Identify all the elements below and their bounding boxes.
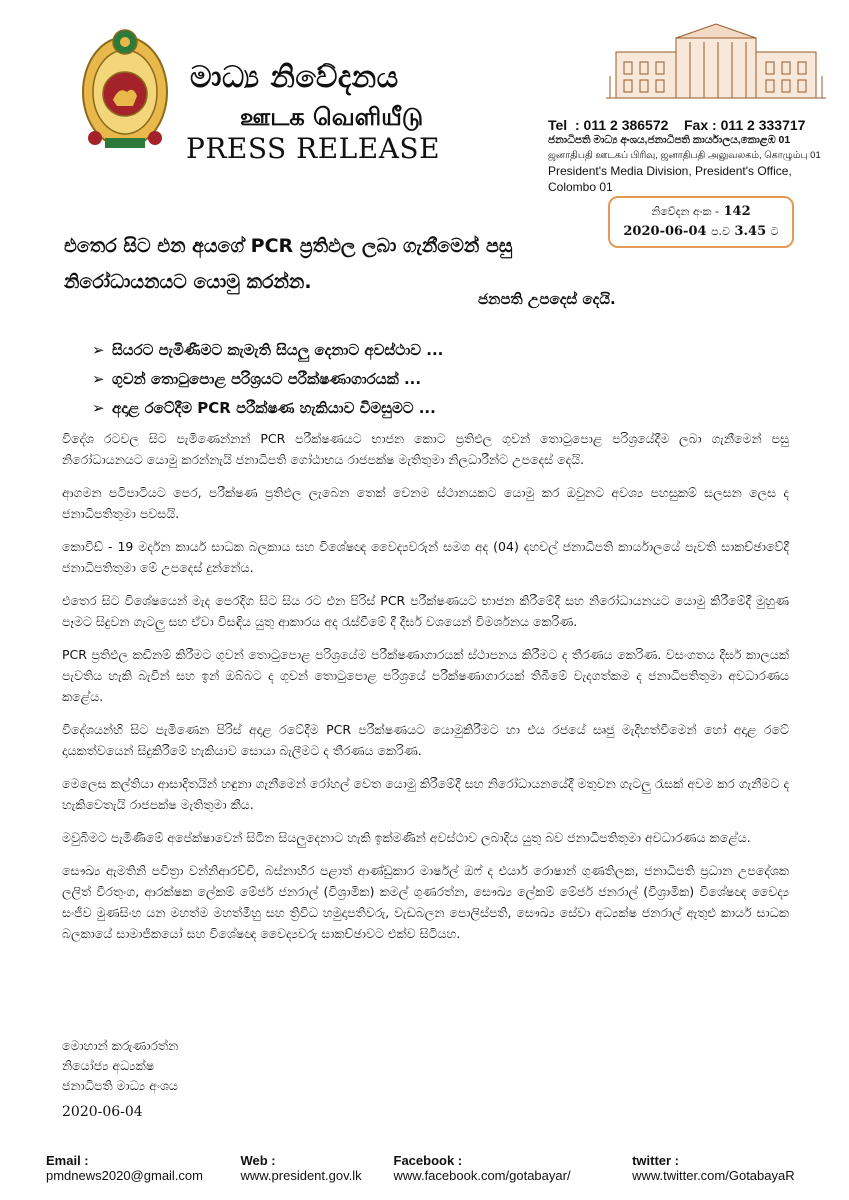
footer-contacts — [46, 1153, 836, 1183]
contact-block — [548, 117, 828, 195]
release-number-box: නිවේදන අංක - 142 2020-06-04 ප.ව 3.45 ට — [608, 196, 794, 248]
headline-line-2: නිරෝධායනයට යොමු කරන්න. — [64, 271, 312, 293]
sri-lanka-emblem — [75, 20, 175, 160]
title-english: PRESS RELEASE — [186, 132, 441, 165]
fax-number: 011 2 333717 — [720, 117, 806, 133]
website-link[interactable]: www.president.gov.lk — [240, 1168, 362, 1183]
subheadline: ජනපති උපදෙස් දෙයි. — [478, 290, 616, 308]
arrow-bullet-icon: ➢ — [92, 341, 105, 359]
paragraph: විදේශ රටවල සිට පැමිණෙන්නන් PCR පරීක්ෂණයට භාජන කොට ප්‍රතිඵල ගුවන් තොටුපොළ පරිශ්‍රයේදීම ලබා ගැනීමෙන් පසු නිරෝධායනයට යොමු කරන්නැයි ජනාධිපති ගෝඨාභය රාජපක්ෂ මැතිතුමා නිලධාරීන්ට උපදෙස් දෙයි. — [62, 431, 789, 467]
twitter-link[interactable]: www.twitter.com/GotabayaR — [632, 1168, 795, 1183]
list-item: ➢ අදාළ රටේදීම PCR පරීක්ෂණ හැකියාව විමසුමට ... — [92, 394, 612, 423]
facebook-link[interactable]: www.facebook.com/gotabayar/ — [393, 1168, 571, 1183]
address-tamil: ஜனாதிபதி ஊடகப் பிரிவு, ஜனாதிபதி அலுவலகம், கொழும்பு 01 — [548, 150, 821, 161]
arrow-bullet-icon: ➢ — [92, 399, 105, 417]
paragraph: විදේශයන්හි සිට පැමිණෙන පිරිස් අදාළ රටේදීම PCR පරීක්ෂණයට යොමුකිරීමට හා එය රජයේ සෘජු මැදිහත්වීමෙන් හෝ අදාළ රටේ දායකත්වයෙන් සිදුකිරීමේ හැකියාව සොයා බැලීමට ද තීරණය කෙරිණ. — [62, 722, 789, 758]
footer-facebook: Facebook : www.facebook.com/gotabayar/ — [393, 1153, 571, 1183]
address-english: President's Media Division, President's Office, Colombo 01 — [548, 164, 792, 194]
phone-fax-line: Tel : 011 2 386572 Fax : 011 2 333717 — [548, 117, 806, 133]
article-body — [62, 428, 789, 956]
title-tamil: ஊடக வெளியீடு — [240, 103, 424, 131]
paragraph: එතෙර සිට විශේෂයෙන් මැද පෙරදිග සිට සිය රට එන පිරිස් PCR පරීක්ෂණයට භාජන කිරීමේදී සහ නිරෝධායනයට යොමු කිරීමේදී මුහුණ පෑමට සිදුවන ගැටලු සහ ඒවා විසඳිය යුතු ආකාරය අද රැස්වීමේ දී දීර්ඝ වශයෙන් විමර්ශනය කෙරිණ. — [62, 593, 789, 629]
list-item: ➢ ගුවන් තොටුපොළ පරිශ්‍රයට පරීක්ෂණාගාරයක් ... — [92, 365, 612, 394]
highlights-list — [92, 336, 612, 423]
document-date: 2020-06-04 — [62, 1104, 143, 1120]
headline-line-1: එතෙර සිට එන අයගේ PCR ප්‍රතිඵල ලබා ගැනීමෙන් පසු — [64, 235, 513, 257]
release-number: 142 — [723, 204, 751, 219]
title-sinhala: මාධ්‍ය නිවේදනය — [190, 60, 399, 95]
signatory-office: ජනාධිපති මාධ්‍ය අංශය — [62, 1078, 178, 1093]
presidents-office-building-image — [606, 18, 826, 103]
signatory-title: නියෝජ්‍ය අධ්‍යක්ෂ — [62, 1058, 155, 1073]
list-item: ➢ සියරට පැමිණීමට කැමැති සියලු දෙනාට අවස්ථාව ... — [92, 336, 612, 365]
paragraph: ආගමන පටිපාටියට පෙර, පරීක්ෂණ ප්‍රතිඵල ලැබෙන තෙක් වෙනම ස්ථානයකට යොමු කර ඔවුනට අවශ්‍ය පහසුකම් සලසන ලෙස ද ජනාධිපතිතුමා පවසයි. — [62, 485, 789, 521]
release-date: 2020-06-04 — [623, 224, 707, 239]
paragraph: කොවිඩ් - 19 මර්දන කාර්ය සාධක බලකාය සහ විශේෂඥ වෛද්‍යවරුන් සමග අද (04) දහවල් ජනාධිපති කාර්යාලයේ පැවති සාකච්ඡාවේදී ජනාධිපතිතුමා මේ උපදෙස් දුන්නේය. — [62, 539, 789, 575]
signature-block — [62, 1036, 178, 1096]
footer-web: Web : www.president.gov.lk — [240, 1153, 362, 1183]
paragraph: සෞඛ්‍ය ඇමතිනි පවිත්‍රා වන්නිආරච්චි, බස්නාහිර පළාත් ආණ්ඩුකාර මාර්ෂල් ඔෆ් ද එයාර් රොෂාන් ගුණතිලක, ජනාධිපති ප්‍රධාන උපදේශක ලලිත් වීරතුංග, ආරක්ෂක ලේකම් මේජර් ජනරාල් (විශ්‍රාමික) කමල් ගුණරත්න, සෞඛ්‍ය ලේකම් මේජර් ජනරාල් (විශ්‍රාමික) විශේෂඥ වෛද්‍ය සංජීව මුණසිංහ යන මහත්ම මහත්මීහු සහ ත්‍රිවිධ හමුදාපතිවරු, වැඩබලන පොලිස්පති, සෞඛ්‍ය සේවා අධ්‍යක්ෂ ජනරාල් ඇතුළු කාර්ය සාධක බලකායේ සාමාජිකයෝ සහ විශේෂඥ වෛද්‍යවරු සාකච්ඡාවට එක්ව සිටියහ. — [62, 863, 789, 941]
release-time: 3.45 — [734, 224, 767, 239]
address-sinhala: ජනාධිපති මාධ්‍ය අංශය,ජනාධිපති කාර්යාලය,කොළඹ 01 — [548, 134, 791, 146]
paragraph: මෙලෙස කල්තියා ආසාදිතයින් හඳුනා ගැනීමෙන් රෝහල් වෙත යොමු කිරීමේදී සහ නිරෝධායනයේදී මතුවන ගැටලු රැසක් අවම කර ගැනීමට ද හැකිවෙතැයි රාජපක්ෂ මැතිතුමා කීය. — [62, 776, 789, 812]
email-link[interactable]: pmdnews2020@gmail.com — [46, 1168, 203, 1183]
footer-email: Email : pmdnews2020@gmail.com — [46, 1153, 203, 1183]
phone-number: 011 2 386572 — [583, 117, 669, 133]
footer-twitter: twitter : www.twitter.com/GotabayaR — [632, 1153, 795, 1183]
signatory-name: මොහාන් කරුණාරත්න — [62, 1038, 179, 1053]
paragraph: මවුබිමට පැමිණීමේ අපේක්ෂාවෙන් සිටින සියලුදෙනාට හැකි ඉක්මණින් අවස්ථාව ලබාදිය යුතු බව ජනාධිපතිතුමා අවධාරණය කළේය. — [62, 830, 751, 845]
paragraph: PCR ප්‍රතිඵල කඩිනම් කිරීමට ගුවන් තොටුපොළ පරිශ්‍රයේම පරීක්ෂණාගාරයක් ස්ථාපනය කිරීමට ද තීරණය කෙරිණ. වසංගතය දීර්ඝ කාලයක් පැවතිය හැකි බැවින් සහ ඉන් ඔබ්බට ද ගුවන් තොටුපොළ පරිශ්‍රයේ පරීක්ෂණාගාරයක් තිබීමේ වැදගත්කම ද ජනාධිපතිතුමා අවධාරණය කළේය. — [62, 647, 789, 704]
arrow-bullet-icon: ➢ — [92, 370, 105, 388]
